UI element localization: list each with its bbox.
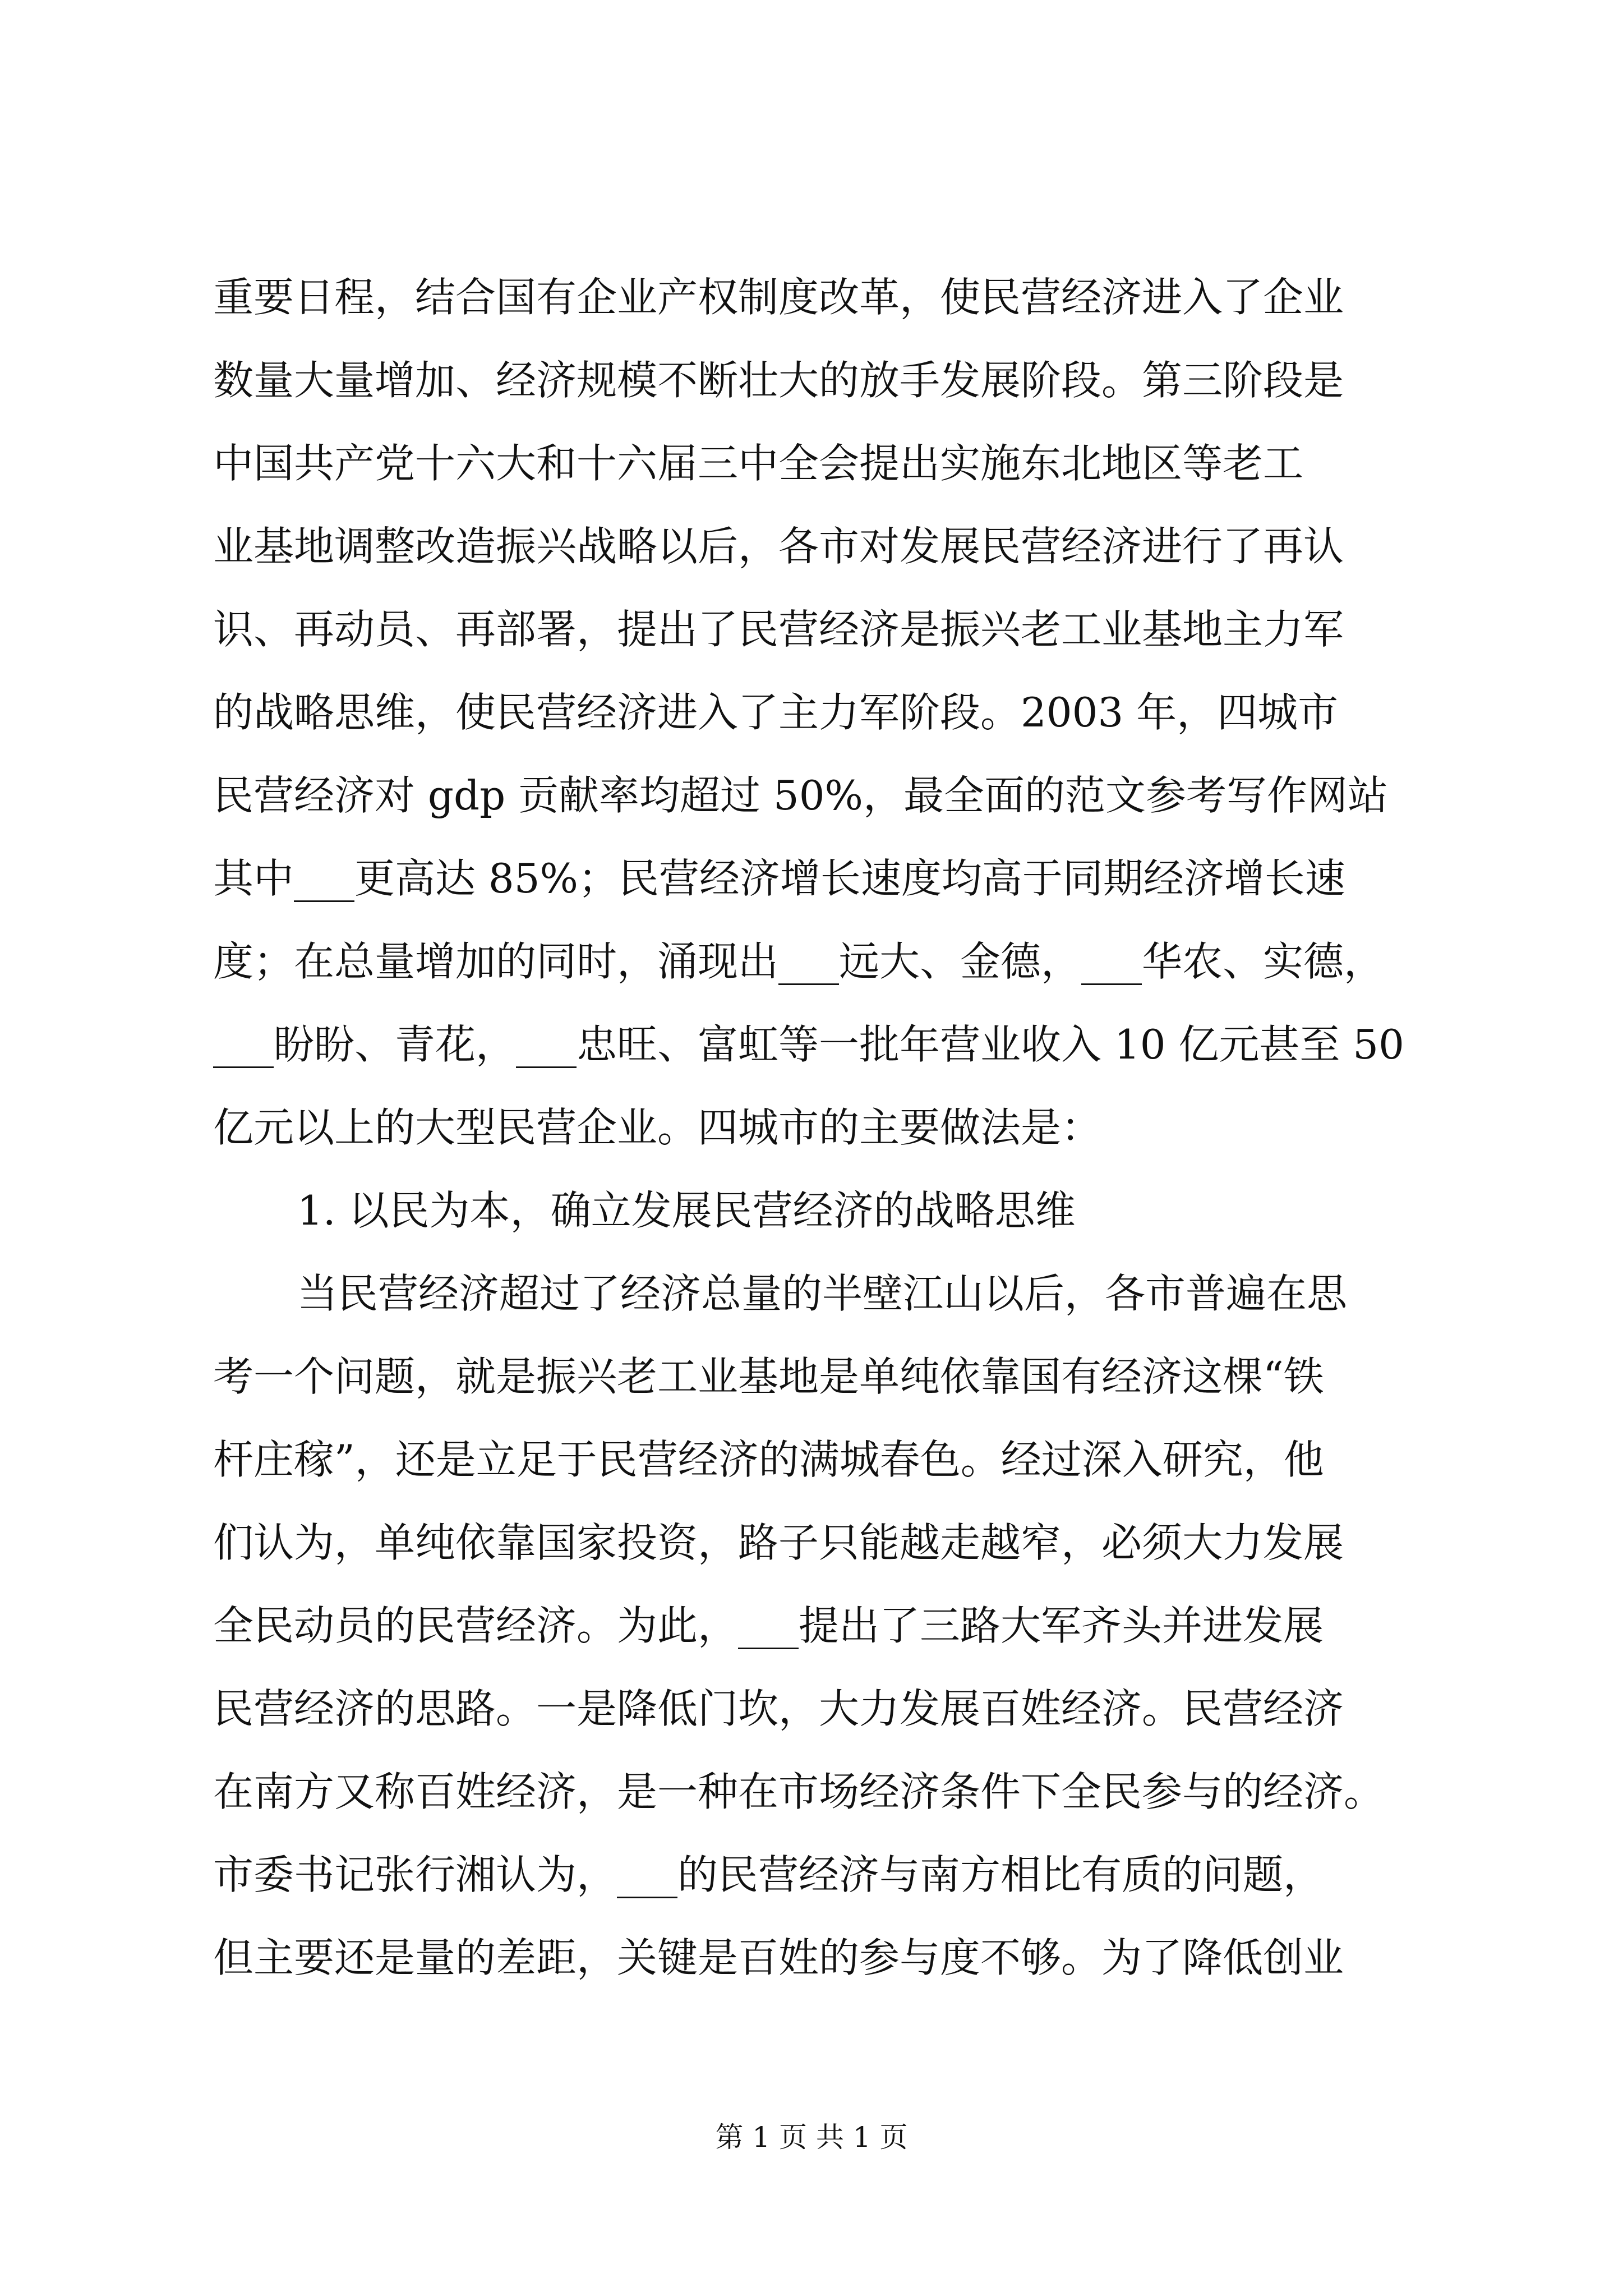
body-text-line: ___盼盼、青花，___忠旺、富虹等一批年营业收入 10 亿元甚至 50 [213, 1021, 1404, 1068]
body-text-line: 民营经济的思路。一是降低门坎，大力发展百姓经济。民营经济 [213, 1685, 1344, 1732]
page-number-footer: 第 1 页 共 1 页 [715, 2121, 908, 2154]
body-text-line: 业基地调整改造振兴战略以后，各市对发展民营经济进行了再认 [213, 523, 1344, 570]
body-text-line: 但主要还是量的差距，关键是百姓的参与度不够。为了降低创业 [213, 1934, 1344, 1981]
body-text-line: 其中___更高达 85%；民营经济增长速度均高于同期经济增长速 [213, 855, 1345, 902]
section-heading: 1. 以民为本，确立发展民营经济的战略思维 [297, 1187, 1076, 1234]
body-text-line: 在南方又称百姓经济，是一种在市场经济条件下全民参与的经济。 [213, 1768, 1385, 1815]
body-text-line: 民营经济对 gdp 贡献率均超过 50%，最全面的范文参考写作网站 [213, 772, 1388, 819]
body-text-line: 的战略思维，使民营经济进入了主力军阶段。2003 年，四城市 [213, 689, 1339, 736]
body-text-line: 度；在总量增加的同时，涌现出___远大、金德，___华农、实德， [213, 938, 1385, 985]
body-text-line: 们认为，单纯依靠国家投资，路子只能越走越窄，必须大力发展 [213, 1519, 1344, 1566]
paragraph-first-line: 当民营经济超过了经济总量的半壁江山以后，各市普遍在思 [297, 1270, 1348, 1317]
body-text-line: 亿元以上的大型民营企业。四城市的主要做法是： [213, 1104, 1102, 1151]
body-text-line: 市委书记张行湘认为，___的民营经济与南方相比有质的问题， [213, 1851, 1324, 1898]
body-text-line: 中国共产党十六大和十六届三中全会提出实施东北地区等老工 [213, 440, 1304, 487]
body-text-line: 全民动员的民营经济。为此，___提出了三路大军齐头并进发展 [213, 1602, 1324, 1649]
body-text-line: 考一个问题，就是振兴老工业基地是单纯依靠国有经济这棵“铁 [213, 1353, 1324, 1400]
body-text-line: 重要日程，结合国有企业产权制度改革，使民营经济进入了企业 [213, 274, 1344, 321]
body-text-line: 杆庄稼”，还是立足于民营经济的满城春色。经过深入研究，他 [213, 1436, 1324, 1483]
body-text-line: 数量大量增加、经济规模不断壮大的放手发展阶段。第三阶段是 [213, 357, 1344, 404]
body-text-line: 识、再动员、再部署，提出了民营经济是振兴老工业基地主力军 [213, 606, 1344, 653]
